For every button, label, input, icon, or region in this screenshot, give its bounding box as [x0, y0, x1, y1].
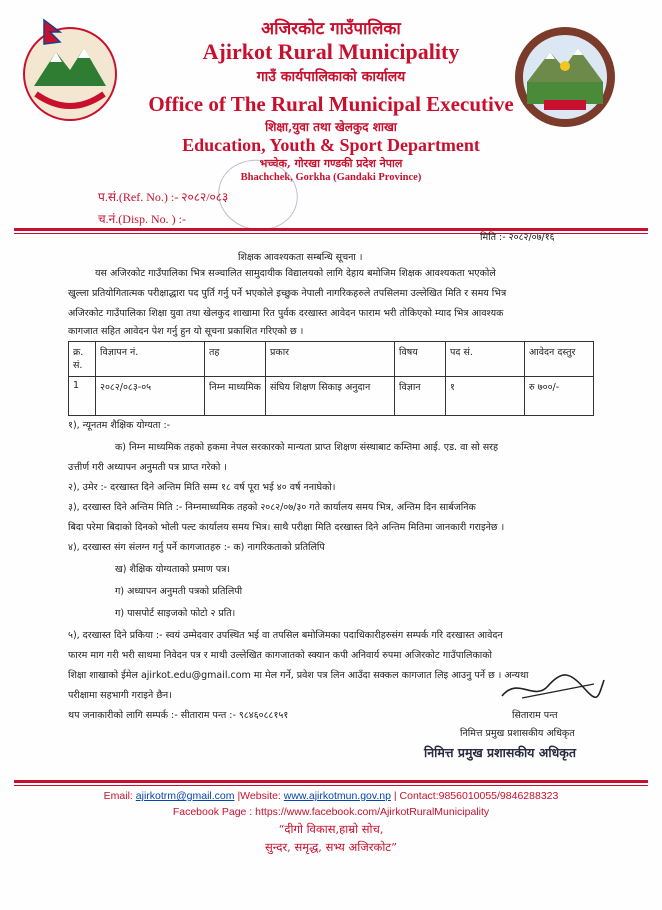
document-item: ख) शैक्षिक योग्यताको प्रमाण पत्र। — [115, 564, 231, 575]
intro-line-3: अजिरकोट गाउँपालिका शिक्षा युवा तथा खेलकुद शाखामा रित पुर्वक दरखास्त आवेदन फाराम भरी तोकिएको म्याद भित्र आवश्यक — [68, 308, 504, 319]
table-cell: 1 — [69, 377, 96, 416]
document-item: ग) अध्यापन अनुमती पत्रको प्रतिलिपी — [115, 586, 243, 597]
footer-contact-line — [0, 790, 662, 802]
letter-date: मिति :- २०८२/०७/१६ — [480, 232, 555, 243]
table-header: विषय — [395, 342, 446, 377]
dept-nepali: शिक्षा,युवा तथा खेलकुद शाखा — [265, 120, 397, 134]
table-cell: रु ७००/- — [525, 377, 594, 416]
contact-line: थप जनाकारीको लागि सम्पर्क :- सीताराम पन्त :- ९८४६०८८१५१ — [68, 710, 289, 721]
intro-line-4: कागजात सहित आवेदन पेश गर्नु हुन यो सूचना प्रकाशित गरिएको छ । — [68, 326, 304, 337]
table-cell: संघिय शिक्षण सिकाइ अनुदान — [266, 377, 395, 416]
section-age: २), उमेर :- दरखास्त दिने अन्तिम मिति सम्म १८ वर्ष पूरा भई ४० वर्ष ननाघेको। — [68, 482, 336, 493]
table-header: प्रकार — [266, 342, 395, 377]
nepali-office: गाउँ कार्यपालिकाको कार्यालय — [256, 69, 406, 85]
qualification-line-2: उत्तीर्ण गरी अध्यापन अनुमती पत्र प्राप्त गरेको । — [68, 462, 227, 473]
table-header-row — [69, 342, 594, 377]
address-english: Bhachchek, Gorkha (Gandaki Province) — [240, 172, 422, 183]
english-title: Ajirkot Rural Municipality — [202, 39, 460, 64]
section-process-4: परीक्षामा सहभागी गराइने छैन। — [68, 690, 172, 701]
table-cell: निम्न माध्यमिक — [205, 377, 266, 416]
section-deadline-1: ३), दरखास्त दिने अन्तिम मिति :- निम्नमाध्यमिक तहको २०८२/०७/३० गते कार्यालय समय भित्र, अन्तिम दिन सार्बजनिक — [68, 502, 476, 513]
address-nepali: भच्चेक, गोरखा गण्डकी प्रदेश नेपाल — [259, 157, 403, 170]
website-link[interactable]: www.ajirkotmun.gov.np — [283, 790, 391, 802]
nepali-title: अजिरकोट गाउँपालिका — [261, 19, 401, 39]
section-process-3: शिक्षा शाखाको ईमेल ajirkot.edu@gmail.com मा मेल गर्ने, प्रवेश पत्र लिन आउँदा सक्कल कागजात लिइ आउनु पर्ने छ । अन्यथा — [68, 670, 529, 681]
disp-number: च.नं.(Disp. No. ) :- — [98, 212, 186, 226]
section-qualification: १), न्यूनतम शैक्षिक योग्यता :- — [68, 420, 171, 431]
section-process-2: फारम माग गरी भरी साथमा निवेदन पत्र र माथी उल्लेखित कागजातको स्क्यान कपी अनिवार्य रुपमा अजिरकोट गाउँपालिकाको — [68, 650, 492, 661]
signature-icon — [498, 668, 608, 708]
contact-numbers: | Contact:9856010055/9846288323 — [393, 790, 559, 802]
section-process-1: ५), दरखास्त दिने प्रकिया :- स्वयं उम्मेदवार उपस्थित भई वा तपसिल बमोजिमका पदाधिकारीहरुसंग सम्पर्क गरि दरखास्त आवेदन — [68, 630, 503, 641]
facebook-line: Facebook Page : https://www.facebook.com/AjirkotRuralMunicipality — [172, 806, 490, 818]
notice-subject: शिक्षक आवश्यकता सम्बन्धि सूचना । — [238, 252, 363, 263]
ref-number: प.सं.(Ref. No.) :- २०८२/०८३ — [98, 190, 229, 204]
qualification-line-1: क) निम्न माध्यमिक तहको हकमा नेपल सरकारको मान्यता प्राप्त शिक्षण संस्थाबाट कम्तिमा आई. एड. वा सो सरह — [115, 442, 499, 453]
table-header: विज्ञापन नं. — [96, 342, 205, 377]
vacancy-table — [68, 341, 594, 416]
english-office: Office of The Rural Municipal Executive — [148, 92, 514, 116]
table-cell: २०८२/०८३-०५ — [96, 377, 205, 416]
slogan-line-2: सुन्दर, समृद्ध, सभ्य अजिरकोट” — [265, 840, 397, 854]
email-link[interactable]: ajirkotrm@gmail.com — [135, 790, 235, 802]
section-deadline-2: बिदा परेमा बिदाको दिनको भोली पल्ट कार्यालय समय भित्र। साथै परीक्षा मिति दरखास्त दिने अन्तिम मितिमा जानकारी गराइनेछ । — [68, 522, 505, 533]
table-cell: विज्ञान — [395, 377, 446, 416]
slogan-line-1: “दीगो विकास,हाम्रो सोच, — [278, 822, 384, 836]
table-header: पद सं. — [446, 342, 525, 377]
email-label: Email: — [103, 790, 133, 802]
table-header: तह — [205, 342, 266, 377]
section-documents: ४), दरखास्त संग संलग्न गर्नु पर्ने कागजातहरु :- क) नागरिकताको प्रतिलिपि — [68, 542, 325, 553]
intro-line-1: यस अजिरकोट गाउँपालिका भित्र सञ्चालित सामुदायीक विद्यालयको लागि देहाय बमोजिम शिक्षक आवश्यकता भएकोले — [95, 268, 496, 279]
signatory-name: सिताराम पन्त — [512, 710, 558, 721]
table-cell: १ — [446, 377, 525, 416]
designation-stamp: निमित्त प्रमुख प्रशासकीय अधिकृत — [424, 745, 576, 760]
signatory-designation: निमित्त प्रमुख प्रशासकीय अधिकृत — [460, 728, 575, 739]
footer-divider — [14, 780, 648, 783]
footer-divider-thin — [14, 785, 648, 786]
intro-line-2: खुल्ला प्रतियोगितात्मक परीक्षाद्धारा पद पुर्ति गर्नु पर्ने भएकोले इच्छुक नेपाली नागरिकहरुले तपसिलमा उल्लेखित मिति र समय भित्र — [68, 288, 507, 299]
dept-english: Education, Youth & Sport Department — [182, 135, 480, 155]
document-item: ग) पासपोर्ट साइजको फोटो २ प्रति। — [115, 608, 236, 619]
table-row — [69, 377, 594, 416]
table-header: क्र. सं. — [69, 342, 96, 377]
table-header: आवेदन दस्तुर — [525, 342, 594, 377]
website-label: |Website: — [237, 790, 281, 802]
